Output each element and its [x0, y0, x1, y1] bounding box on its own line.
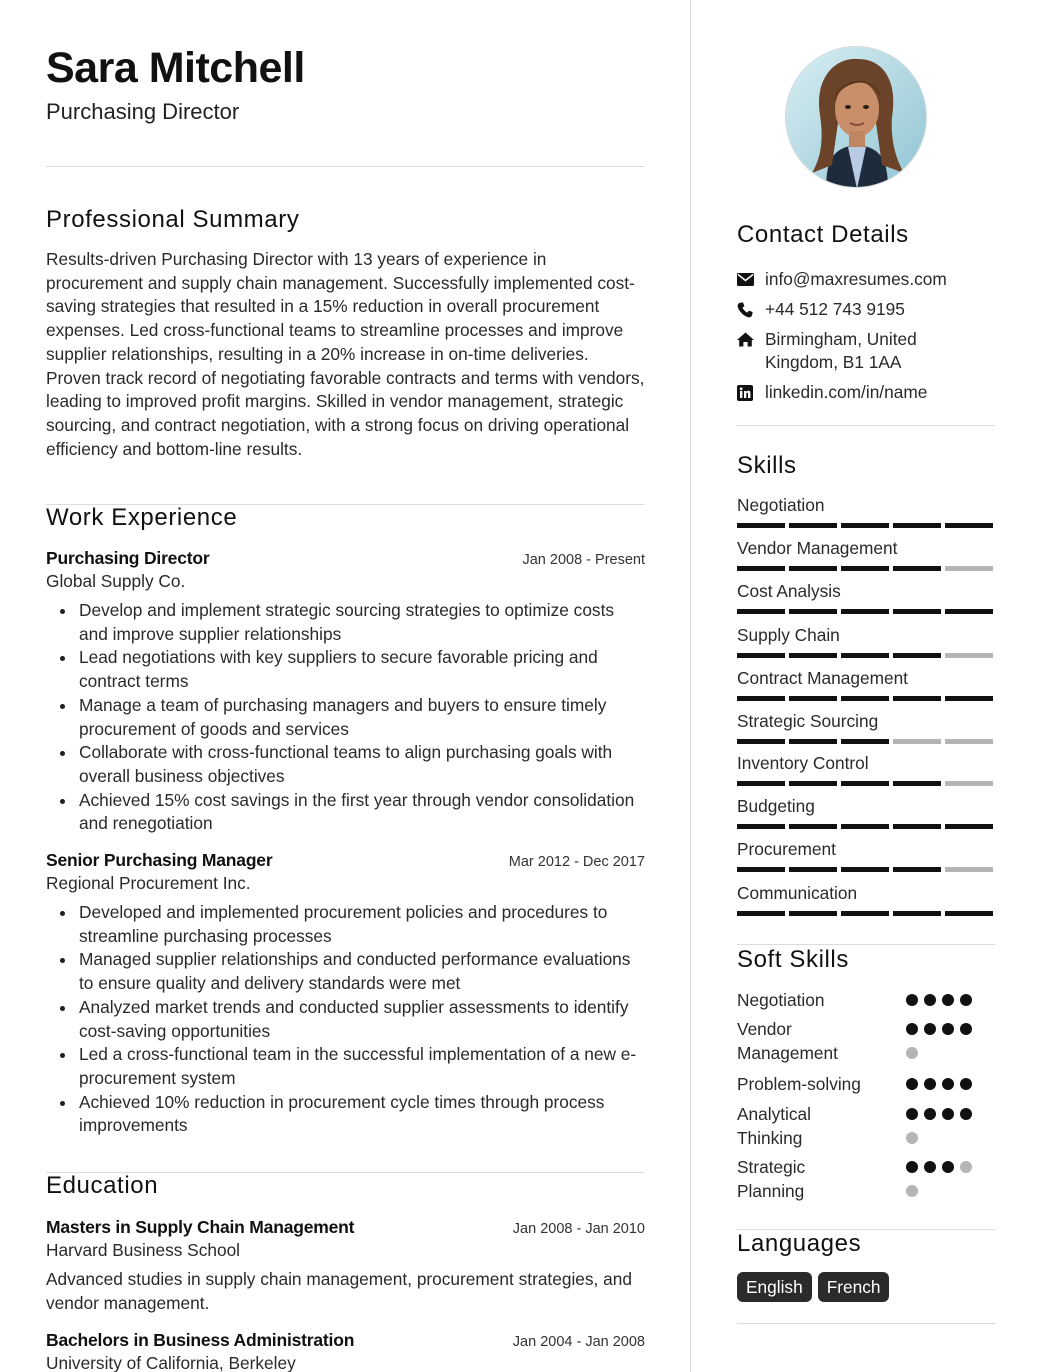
candidate-name: Sara Mitchell	[46, 44, 305, 92]
skill-name: Vendor Management	[737, 538, 898, 558]
soft-skill-item	[737, 1102, 995, 1150]
skill-level-segment	[841, 566, 889, 571]
skill-level-segment	[945, 523, 993, 528]
job-bullet: Lead negotiations with key suppliers to secure favorable pricing and contract terms	[46, 646, 645, 693]
column-divider	[690, 0, 691, 1372]
skill-name: Contract Management	[737, 668, 908, 688]
languages-list	[737, 1272, 889, 1302]
rating-dot	[906, 1161, 918, 1173]
skill-level-segment	[789, 609, 837, 614]
soft-skill-name-line: Strategic	[737, 1157, 806, 1177]
job-company: Global Supply Co.	[46, 571, 186, 591]
skill-level-segment	[841, 696, 889, 701]
skill-level-segment	[893, 609, 941, 614]
soft-skill-item	[737, 1072, 995, 1096]
skill-level-segment	[789, 566, 837, 571]
skill-item	[737, 581, 995, 614]
rating-dot	[942, 1161, 954, 1173]
soft-skills-heading: Soft Skills	[737, 946, 849, 973]
job-dates: Mar 2012 - Dec 2017	[508, 854, 645, 870]
contact-address-line1: Birmingham, United	[765, 329, 917, 349]
skill-level-segment	[893, 653, 941, 658]
job-bullet: Manage a team of purchasing managers and buyers to ensure timely procurement of goods and services	[46, 694, 645, 741]
education-entry	[46, 1217, 645, 1315]
education-degree: Bachelors in Business Administration	[46, 1330, 355, 1350]
phone-icon	[737, 298, 765, 321]
job-bullet: Led a cross-functional team in the successful implementation of a new e-procurement system	[46, 1043, 645, 1090]
language-tag: English	[737, 1272, 812, 1302]
skill-level-segment	[945, 609, 993, 614]
rating-dot	[960, 1078, 972, 1090]
skill-name: Communication	[737, 883, 858, 903]
rating-dot	[906, 1185, 918, 1197]
education-degree: Masters in Supply Chain Management	[46, 1217, 355, 1237]
experience-heading: Work Experience	[46, 504, 238, 531]
skill-name: Budgeting	[737, 796, 815, 816]
profile-photo	[785, 46, 927, 188]
skill-level-segment	[893, 739, 941, 744]
job-dates: Jan 2008 - Present	[522, 552, 645, 568]
soft-skill-rating	[906, 1108, 972, 1120]
skill-level-segment	[945, 739, 993, 744]
header-divider	[46, 166, 645, 167]
education-dates: Jan 2008 - Jan 2010	[512, 1221, 645, 1237]
rating-dot	[924, 1108, 936, 1120]
languages-heading: Languages	[737, 1230, 862, 1257]
rating-dot	[906, 1023, 918, 1035]
job-bullet: Develop and implement strategic sourcing strategies to optimize costs and improve supplier relationships	[46, 599, 645, 646]
profile-photo-illustration	[786, 47, 927, 188]
skill-level-bar	[737, 781, 995, 786]
soft-skill-name	[737, 1017, 897, 1065]
contact-email-text: info@maxresumes.com	[765, 269, 947, 289]
skill-level-segment	[893, 911, 941, 916]
rating-dot	[942, 1108, 954, 1120]
skill-level-bar	[737, 696, 995, 701]
skill-name: Inventory Control	[737, 753, 869, 773]
languages-divider	[737, 1323, 995, 1324]
education-entry	[46, 1330, 645, 1372]
rating-dot	[942, 1078, 954, 1090]
skill-level-segment	[737, 609, 785, 614]
skill-level-segment	[893, 523, 941, 528]
skill-level-segment	[945, 696, 993, 701]
education-school: Harvard Business School	[46, 1240, 241, 1260]
contact-phone[interactable]	[737, 298, 995, 321]
skill-level-segment	[737, 781, 785, 786]
contact-email[interactable]	[737, 268, 995, 291]
skill-level-segment	[737, 824, 785, 829]
rating-dot	[924, 1078, 936, 1090]
job-bullet: Achieved 15% cost savings in the first year through vendor consolidation and renegotiation	[46, 789, 645, 836]
skill-level-bar	[737, 609, 995, 614]
skill-name: Strategic Sourcing	[737, 711, 879, 731]
job-role: Purchasing Director	[46, 548, 210, 568]
skill-item	[737, 668, 995, 701]
job-bullet: Collaborate with cross-functional teams to align purchasing goals with overall business objectives	[46, 741, 645, 788]
soft-skill-item	[737, 1155, 995, 1203]
rating-dot	[906, 994, 918, 1006]
summary-heading: Professional Summary	[46, 206, 300, 233]
skill-level-segment	[789, 739, 837, 744]
skill-level-bar	[737, 911, 995, 916]
rating-dot	[924, 994, 936, 1006]
skill-level-segment	[893, 824, 941, 829]
skill-item	[737, 625, 995, 658]
education-heading: Education	[46, 1172, 159, 1199]
skill-level-segment	[841, 739, 889, 744]
soft-skill-name	[737, 1155, 897, 1203]
skill-level-segment	[945, 653, 993, 658]
skill-name: Cost Analysis	[737, 581, 841, 601]
skill-level-segment	[789, 911, 837, 916]
soft-skill-name-line: Vendor	[737, 1019, 792, 1039]
job-bullets	[46, 599, 645, 836]
contact-address	[737, 328, 995, 374]
skill-level-segment	[841, 523, 889, 528]
soft-skill-name	[737, 988, 897, 1012]
language-tag: French	[818, 1272, 890, 1302]
soft-skill-name-line: Negotiation	[737, 990, 825, 1010]
soft-skill-name-line: Analytical	[737, 1104, 811, 1124]
skill-item	[737, 883, 995, 916]
skill-level-bar	[737, 523, 995, 528]
skill-item	[737, 495, 995, 528]
skill-level-segment	[841, 609, 889, 614]
candidate-title: Purchasing Director	[46, 99, 240, 124]
skill-level-segment	[841, 781, 889, 786]
soft-skill-rating	[906, 1078, 972, 1090]
rating-dot	[942, 1023, 954, 1035]
skill-level-segment	[893, 566, 941, 571]
soft-skill-rating	[906, 994, 972, 1006]
contact-phone-text: +44 512 743 9195	[765, 299, 905, 319]
skill-level-bar	[737, 653, 995, 658]
skill-level-bar	[737, 739, 995, 744]
rating-dot	[906, 1132, 918, 1144]
skill-level-segment	[841, 824, 889, 829]
rating-dot	[906, 1047, 918, 1059]
soft-skill-item	[737, 988, 995, 1012]
skill-item	[737, 711, 995, 744]
skill-level-bar	[737, 867, 995, 872]
contact-divider	[737, 425, 995, 426]
skill-name: Supply Chain	[737, 625, 840, 645]
skills-heading: Skills	[737, 452, 797, 479]
skill-item	[737, 538, 995, 571]
soft-skill-name	[737, 1102, 897, 1150]
job-bullet: Developed and implemented procurement policies and procedures to streamline purchasing processes	[46, 901, 645, 948]
job-bullet: Managed supplier relationships and conducted performance evaluations to ensure quality and delivery standards were met	[46, 948, 645, 995]
rating-dot	[906, 1108, 918, 1120]
rating-dot	[924, 1161, 936, 1173]
skill-level-bar	[737, 566, 995, 571]
skill-level-segment	[893, 781, 941, 786]
rating-dot	[942, 994, 954, 1006]
rating-dot	[924, 1023, 936, 1035]
soft-skill-item	[737, 1017, 995, 1065]
skill-level-segment	[737, 911, 785, 916]
job-bullet: Achieved 10% reduction in procurement cycle times through process improvements	[46, 1091, 645, 1138]
skill-level-segment	[737, 566, 785, 571]
rating-dot	[960, 1161, 972, 1173]
skill-level-segment	[841, 653, 889, 658]
skill-level-bar	[737, 824, 995, 829]
skill-level-segment	[893, 867, 941, 872]
soft-skill-name-line: Thinking	[737, 1128, 803, 1148]
soft-skill-rating	[906, 1161, 972, 1173]
contact-heading: Contact Details	[737, 221, 909, 248]
job-role: Senior Purchasing Manager	[46, 850, 273, 870]
soft-skill-name	[737, 1072, 897, 1096]
skill-level-segment	[945, 911, 993, 916]
skill-level-segment	[945, 566, 993, 571]
skill-level-segment	[789, 653, 837, 658]
skill-level-segment	[737, 523, 785, 528]
skill-item	[737, 753, 995, 786]
rating-dot	[906, 1078, 918, 1090]
summary-text: Results-driven Purchasing Director with 13 years of experience in procurement and supply chain management. Successfully implemented cost-saving strategies that resulted in a 15% reduction in overall procurement expenses. Led cross-functional teams to streamline processes and improve supplier relationships, resulting in a 20% increase in on-time deliveries. Proven track record of negotiating favorable contracts and terms with vendors, leading to improved profit margins. Skilled in vendor management, strategic sourcing, and contract negotiation, with a strong focus on driving operational efficiency and bottom-line results.	[46, 249, 645, 459]
education-dates: Jan 2004 - Jan 2008	[512, 1334, 645, 1350]
contact-linkedin-text: linkedin.com/in/name	[765, 382, 928, 402]
skill-level-segment	[789, 781, 837, 786]
education-description: Advanced studies in supply chain management, procurement strategies, and vendor management.	[46, 1269, 632, 1313]
job-entry	[46, 548, 645, 836]
soft-skill-name-line: Problem-solving	[737, 1074, 861, 1094]
skill-level-segment	[737, 653, 785, 658]
linkedin-icon	[737, 381, 765, 404]
contact-address-line2: Kingdom, B1 1AA	[765, 352, 902, 372]
skill-level-segment	[789, 867, 837, 872]
skill-name: Negotiation	[737, 495, 825, 515]
rating-dot	[960, 1023, 972, 1035]
soft-skill-name-line: Planning	[737, 1181, 805, 1201]
skill-level-segment	[789, 824, 837, 829]
skill-level-segment	[841, 867, 889, 872]
education-school: University of California, Berkeley	[46, 1353, 296, 1372]
job-entry	[46, 850, 645, 1138]
job-bullet: Analyzed market trends and conducted supplier assessments to identify cost-saving opportunities	[46, 996, 645, 1043]
skill-level-segment	[789, 696, 837, 701]
skill-item	[737, 796, 995, 829]
skill-level-segment	[789, 523, 837, 528]
home-icon	[737, 328, 765, 351]
skill-level-segment	[945, 824, 993, 829]
rating-dot	[960, 994, 972, 1006]
job-company: Regional Procurement Inc.	[46, 873, 251, 893]
rating-dot	[960, 1108, 972, 1120]
envelope-icon	[737, 268, 765, 291]
skills-divider	[737, 944, 995, 945]
skill-item	[737, 839, 995, 872]
skill-level-segment	[945, 781, 993, 786]
skill-level-segment	[945, 867, 993, 872]
soft-skill-name-line: Management	[737, 1043, 838, 1063]
job-bullets	[46, 901, 645, 1138]
skill-level-segment	[737, 696, 785, 701]
skill-level-segment	[841, 911, 889, 916]
skill-level-segment	[737, 739, 785, 744]
skill-name: Procurement	[737, 839, 836, 859]
skill-level-segment	[893, 696, 941, 701]
contact-linkedin[interactable]	[737, 381, 995, 404]
soft-skill-rating	[906, 1023, 972, 1035]
skill-level-segment	[737, 867, 785, 872]
